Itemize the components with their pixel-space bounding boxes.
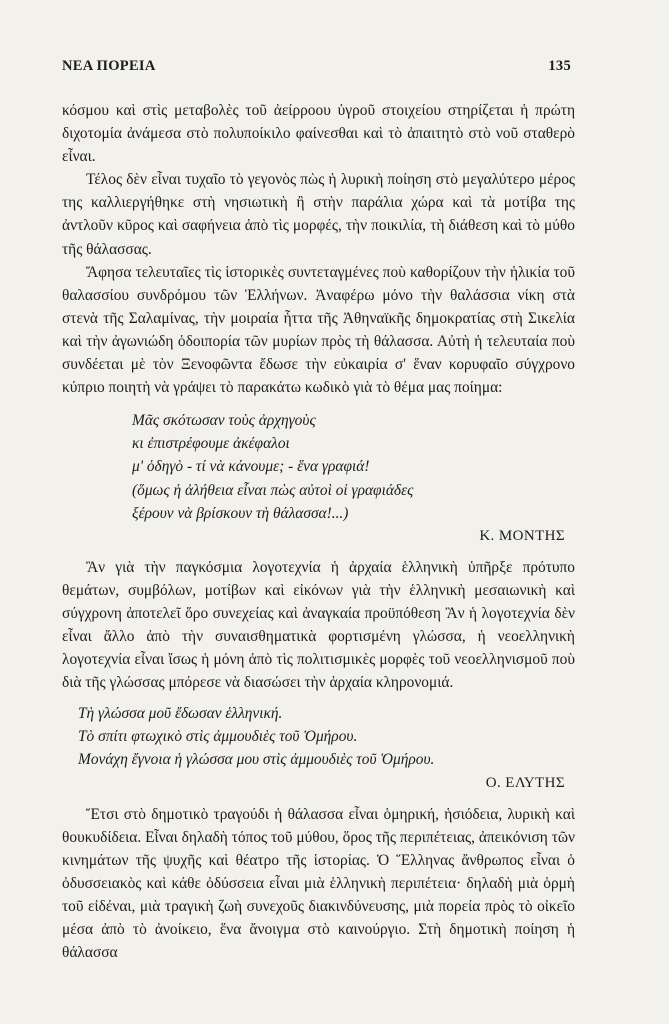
poem-author: Ο. ΕΛΥΤΗΣ bbox=[485, 774, 565, 791]
main-text bbox=[62, 99, 575, 399]
poem-line: Τὴ γλώσσα μοῦ ἔδωσαν ἑλληνική. bbox=[78, 705, 283, 723]
poem-line: κι ἐπιστρέφουμε ἀκέφαλοι bbox=[132, 435, 290, 453]
poem-line: Τὸ σπίτι φτωχικὸ στὶς ἀμμουδιὲς τοῦ Ὁμήρου. bbox=[78, 728, 358, 746]
poem-author: Κ. ΜΟΝΤΗΣ bbox=[479, 527, 565, 544]
poem-line: ξέρουν νὰ βρίσκουν τὴ θάλασσα!...) bbox=[132, 504, 349, 522]
poem-quote-elytis bbox=[62, 702, 575, 771]
poem-line: Μᾶς σκότωσαν τοὺς ἀρχηγοὺς bbox=[132, 412, 316, 430]
poem-quote-montis bbox=[62, 409, 575, 524]
poem-line: (ὅμως ἡ ἀλήθεια εἶναι πὼς αὐτοὶ οἱ γραφιάδες bbox=[132, 481, 414, 499]
paragraph: Ἄφησα τελευταῖες τὶς ἱστορικὲς συντεταγμένες ποὺ καθορίζουν τὴν ἡλικία τοῦ θαλασσίου συνδρόμου τῶν Ἑλλήνων. Ἀναφέρω μόνο τὴν θαλάσσια νίκη στὰ στενὰ τῆς Σαλαμίνας, τὴν μοιραία ἧττα τῆς Ἀθηναϊκῆς δημοκρατίας στὴ Σικελία καὶ τὴν ἀγωνιώδη ὁδοιπορία τῶν μυρίων πρὸς τὴ θάλασσα. Αὐτὴ ἡ τελευταία ποὺ συνδέεται μὲ τὸν Ξενοφῶντα ἔδωσε τὴν εὐκαιρία σ' ἕναν κορυφαῖο σύγχρονο κύπριο ποιητὴ νὰ γράψει τὸ παρακάτω κωδικὸ γιὰ τὸ θέμα μας ποίημα: bbox=[62, 263, 575, 397]
poem-line: Μονάχη ἔγνοια ἡ γλώσσα μου στὶς ἀμμουδιὲς τοῦ Ὁμήρου. bbox=[78, 751, 435, 769]
main-text-final bbox=[62, 803, 575, 965]
journal-title: ΝΕΑ ΠΟΡΕΙΑ bbox=[62, 58, 156, 74]
paragraph: κόσμου καὶ στὶς μεταβολὲς τοῦ ἀείρροου ὑγροῦ στοιχείου στηρίζεται ἡ πρώτη διχοτομία ἀνάμεσα στὸ πολυποίκιλο φαίνεσθαι καὶ τὸ ἀπαιτητὸ στὸ νοῦ σταθερὸ εἶναι. bbox=[62, 102, 575, 166]
page-number: 135 bbox=[548, 58, 571, 74]
paragraph: Ἂν γιὰ τὴν παγκόσμια λογοτεχνία ἡ ἀρχαία ἑλληνικὴ ὑπῆρξε πρότυπο θεμάτων, συμβόλων, μοτίβων καὶ εἰκόνων γιὰ τὴν ἑλληνικὴ μεσαιωνικὴ καὶ σύγχρονη ἀποτελεῖ ὅρο συνεχείας καὶ ἀναγκαία προϋπόθεση Ἂν ἡ λογοτεχνία δὲν εἶναι ἄλλο ἀπὸ τὴν συναισθηματικὰ φορτισμένη γλώσσα, ἡ νεοελληνικὴ λογοτεχνία εἶναι ἴσως ἡ μόνη ἀπὸ τὶς πολιτισμικὲς μορφὲς τοῦ νεοελληνισμοῦ ποὺ διὰ τῆς γλώσσας μπόρεσε νὰ διασώσει τὴν ἀρχαία κληρονομιά. bbox=[62, 558, 575, 692]
poem-line: μ' ὁδηγὸ - τί νὰ κάνουμε; - ἕνα γραφιά! bbox=[132, 458, 370, 476]
main-text-continued bbox=[62, 556, 575, 695]
paragraph: Ἔτσι στὸ δημοτικὸ τραγούδι ἡ θάλασσα εἶναι ὁμηρική, ἡσιόδεια, λυρικὴ καὶ θουκυδίδεια. Εἶναι δηλαδὴ τόπος τοῦ μύθου, ὅρος τῆς περιπέτειας, ἀπεικόνιση τῶν κινημάτων τῆς ψυχῆς καὶ θέατρο τῆς ἱστορίας. Ὁ Ἕλληνας ἄνθρωπος εἶναι ὁ ὀδυσσειακὸς καὶ κάθε ὀδύσσεια εἶναι μιὰ ἑλληνικὴ περιπέτεια· δηλαδὴ μιὰ ὁρμὴ τοῦ εἰδέναι, μιὰ τραγικὴ ζωὴ συνεχοῦς διακινδύνευσης, μιὰ πορεία πρὸς τὸ οἰκεῖο μέσα ἀπὸ τὸ ἀνοίκειο, ἕνα ἄνοιγμα στὸ καινούργιο. Στὴ δημοτικὴ ποίηση ἡ θάλασσα bbox=[62, 805, 575, 962]
paragraph: Τέλος δὲν εἶναι τυχαῖο τὸ γεγονὸς πὼς ἡ λυρικὴ ποίηση στὸ μεγαλύτερο μέρος της καλλιεργήθηκε στὴ νησιωτικὴ ἢ στὴν παράλια χώρα καὶ τὰ μοτίβα της ἀντλοῦν κῦρος καὶ σαφήνεια ἀπὸ τὶς μορφές, τὴν ποικιλία, τὴ διάθεση καὶ τὸ μύθο τῆς θάλασσας. bbox=[62, 171, 575, 258]
running-header bbox=[62, 58, 575, 75]
